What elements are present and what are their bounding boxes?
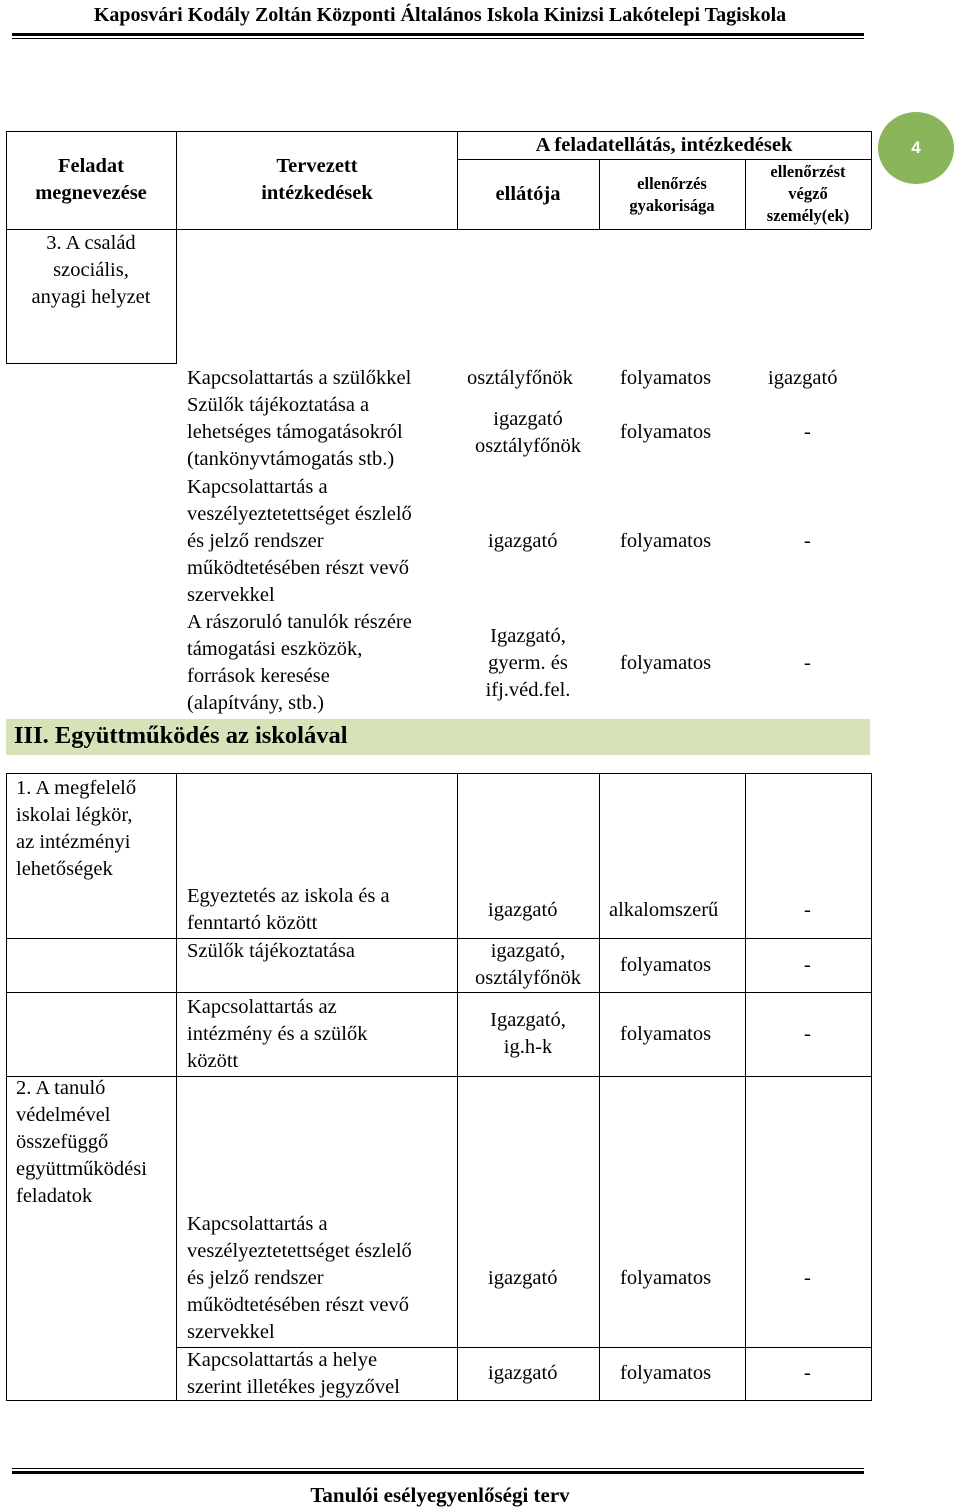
page-number-badge: 4 xyxy=(878,112,954,184)
performer-text: Igazgató, gyerm. és ifj.véd.fel. xyxy=(485,625,571,701)
header-check-frequency: ellenőrzés gyakorisága xyxy=(629,174,715,215)
checker-text: - xyxy=(804,1267,811,1289)
task-family-situation: 3. A család szociális, anyagi helyzet xyxy=(31,232,151,308)
measure-text: Kapcsolattartás az intézmény és a szülők között xyxy=(187,996,368,1072)
task-student-protection: 2. A tanuló védelmével összefüggő együttműködési feladatok xyxy=(16,1077,147,1207)
performer-text: Igazgató, ig.h-k xyxy=(490,1009,566,1058)
frequency-text: folyamatos xyxy=(620,421,712,443)
frequency-text: folyamatos xyxy=(620,1362,712,1384)
header-group-title: A feladatellátás, intézkedések xyxy=(535,134,793,156)
frequency-text: folyamatos xyxy=(620,1267,712,1289)
measure-text: Kapcsolattartás a veszélyeztetettséget észlelő és jelző rendszer működtetésében részt vevő szervekkel xyxy=(187,476,412,606)
checker-text: - xyxy=(804,954,811,976)
school-name-header: Kaposvári Kodály Zoltán Központi Általános Iskola Kinizsi Lakótelepi Tagiskola xyxy=(93,4,787,26)
section-title: III. Együttműködés az iskolával xyxy=(14,722,348,749)
checker-text: - xyxy=(804,421,811,443)
checker-text: - xyxy=(804,1023,811,1045)
task-school-atmosphere: 1. A megfelelő iskolai légkör, az intézményi lehetőségek xyxy=(16,777,137,880)
frequency-text: folyamatos xyxy=(620,954,712,976)
measure-text: Egyeztetés az iskola és a fenntartó között xyxy=(187,885,390,934)
performer-text: igazgató osztályfőnök xyxy=(475,408,581,457)
frequency-text: folyamatos xyxy=(620,367,712,389)
checker-text: igazgató xyxy=(768,367,838,389)
footer-title: Tanulói esélyegyenlőségi terv xyxy=(310,1483,570,1507)
header-planned-measures: Tervezett intézkedések xyxy=(261,155,373,204)
measure-text: Szülők tájékoztatása a lehetséges támogatásokról (tankönyvtámogatás stb.) xyxy=(187,394,403,470)
header-checker: ellenőrzést végző személy(ek) xyxy=(766,162,850,225)
measure-text: A rászoruló tanulók részére támogatási eszközök, források keresése (alapítvány, stb.) xyxy=(187,611,412,714)
header-rule-thick xyxy=(12,33,864,36)
checker-text: - xyxy=(804,899,811,921)
footer-rule-thin xyxy=(12,1468,864,1469)
frequency-text: folyamatos xyxy=(620,1023,712,1045)
measure-text: Kapcsolattartás a szülőkkel xyxy=(187,367,412,389)
performer-text: osztályfőnök xyxy=(467,367,573,389)
frequency-text: folyamatos xyxy=(620,652,712,674)
performer-text: igazgató xyxy=(488,530,558,552)
performer-text: igazgató xyxy=(488,1267,558,1289)
measure-text: Kapcsolattartás a veszélyeztetettséget észlelő és jelző rendszer működtetésében részt vevő szervekkel xyxy=(187,1213,412,1343)
checker-text: - xyxy=(804,1362,811,1384)
header-task-name: Feladat megnevezése xyxy=(35,155,147,204)
measure-text: Kapcsolattartás a helye szerint illetékes jegyzővel xyxy=(187,1349,400,1398)
header-rule-thin xyxy=(12,38,864,39)
checker-text: - xyxy=(804,530,811,552)
performer-text: igazgató xyxy=(488,899,558,921)
frequency-text: alkalomszerű xyxy=(609,899,719,921)
measure-text: Szülők tájékoztatása xyxy=(187,940,355,962)
checker-text: - xyxy=(804,652,811,674)
footer-rule-thick xyxy=(12,1471,864,1474)
header-performer: ellátója xyxy=(495,183,561,205)
performer-text: igazgató xyxy=(488,1362,558,1384)
frequency-text: folyamatos xyxy=(620,530,712,552)
performer-text: igazgató, osztályfőnök xyxy=(475,940,581,989)
